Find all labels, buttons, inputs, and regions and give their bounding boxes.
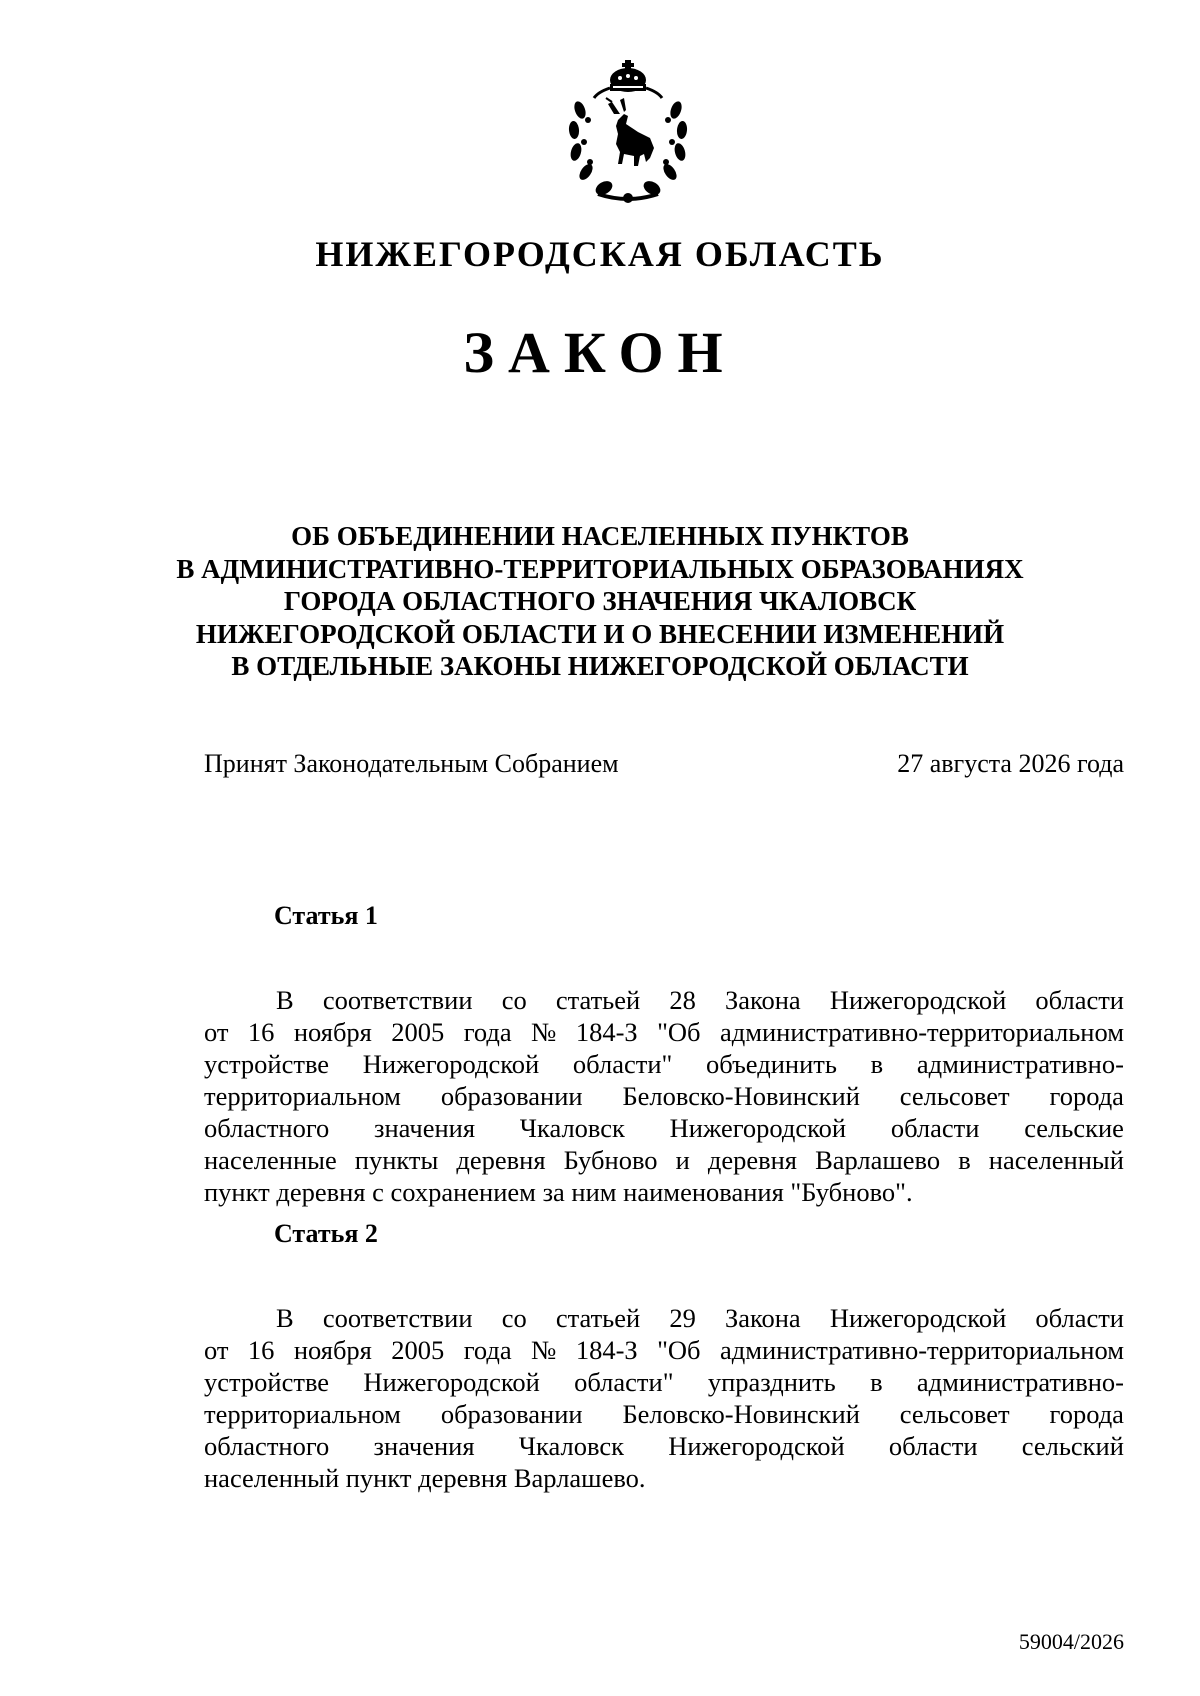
text-line: территориальном образовании Беловско-Новинский сельсовет города	[204, 1399, 1124, 1429]
region-heading: НИЖЕГОРОДСКАЯ ОБЛАСТЬ	[315, 234, 885, 274]
article-2-text	[204, 1302, 1124, 1494]
text-line: пункт деревня с сохранением за ним наименования "Бубново".	[204, 1177, 913, 1207]
text-line: устройстве Нижегородской области" упразднить в административно-	[204, 1367, 1124, 1397]
law-title-line: В АДМИНИСТРАТИВНО-ТЕРРИТОРИАЛЬНЫХ ОБРАЗОВАНИЯХ	[176, 553, 1024, 584]
text-line: устройстве Нижегородской области" объединить в административно-	[204, 1049, 1124, 1079]
law-title	[150, 520, 1050, 683]
text-line: В соответствии со статьей 28 Закона Нижегородской области	[276, 985, 1124, 1015]
text-line: областного значения Чкаловск Нижегородской области сельские	[204, 1113, 1124, 1143]
text-line: населенные пункты деревня Бубново и деревня Варлашево в населенный	[204, 1145, 1124, 1175]
text-line: от 16 ноября 2005 года № 184-З "Об административно-территориальном	[204, 1017, 1124, 1047]
law-title-line: ОБ ОБЪЕДИНЕНИИ НАСЕЛЕННЫХ ПУНКТОВ	[291, 521, 909, 551]
adopted-by-text: Принят Законодательным Собранием	[204, 749, 619, 778]
document-number: 59004/2026	[1018, 1629, 1124, 1654]
document-type-heading: ЗАКОН	[463, 320, 737, 385]
text-line: В соответствии со статьей 29 Закона Нижегородской области	[276, 1303, 1124, 1333]
adoption-date: 27 августа 2026 года	[897, 749, 1124, 778]
text-line: населенный пункт деревня Варлашево.	[204, 1463, 646, 1493]
text-line: областного значения Чкаловск Нижегородской области сельский	[204, 1431, 1124, 1461]
article-1-text	[204, 984, 1124, 1208]
article-2-heading: Статья 2	[274, 1219, 378, 1248]
law-title-line: ГОРОДА ОБЛАСТНОГО ЗНАЧЕНИЯ ЧКАЛОВСК	[283, 586, 917, 616]
article-1-heading: Статья 1	[274, 901, 378, 930]
coat-of-arms-icon	[558, 58, 698, 208]
law-title-line: НИЖЕГОРОДСКОЙ ОБЛАСТИ И О ВНЕСЕНИИ ИЗМЕНЕНИЙ	[195, 618, 1005, 649]
text-line: от 16 ноября 2005 года № 184-З "Об административно-территориальном	[204, 1335, 1124, 1365]
text-line: территориальном образовании Беловско-Новинский сельсовет города	[204, 1081, 1124, 1111]
law-title-line: В ОТДЕЛЬНЫЕ ЗАКОНЫ НИЖЕГОРОДСКОЙ ОБЛАСТИ	[231, 651, 969, 681]
